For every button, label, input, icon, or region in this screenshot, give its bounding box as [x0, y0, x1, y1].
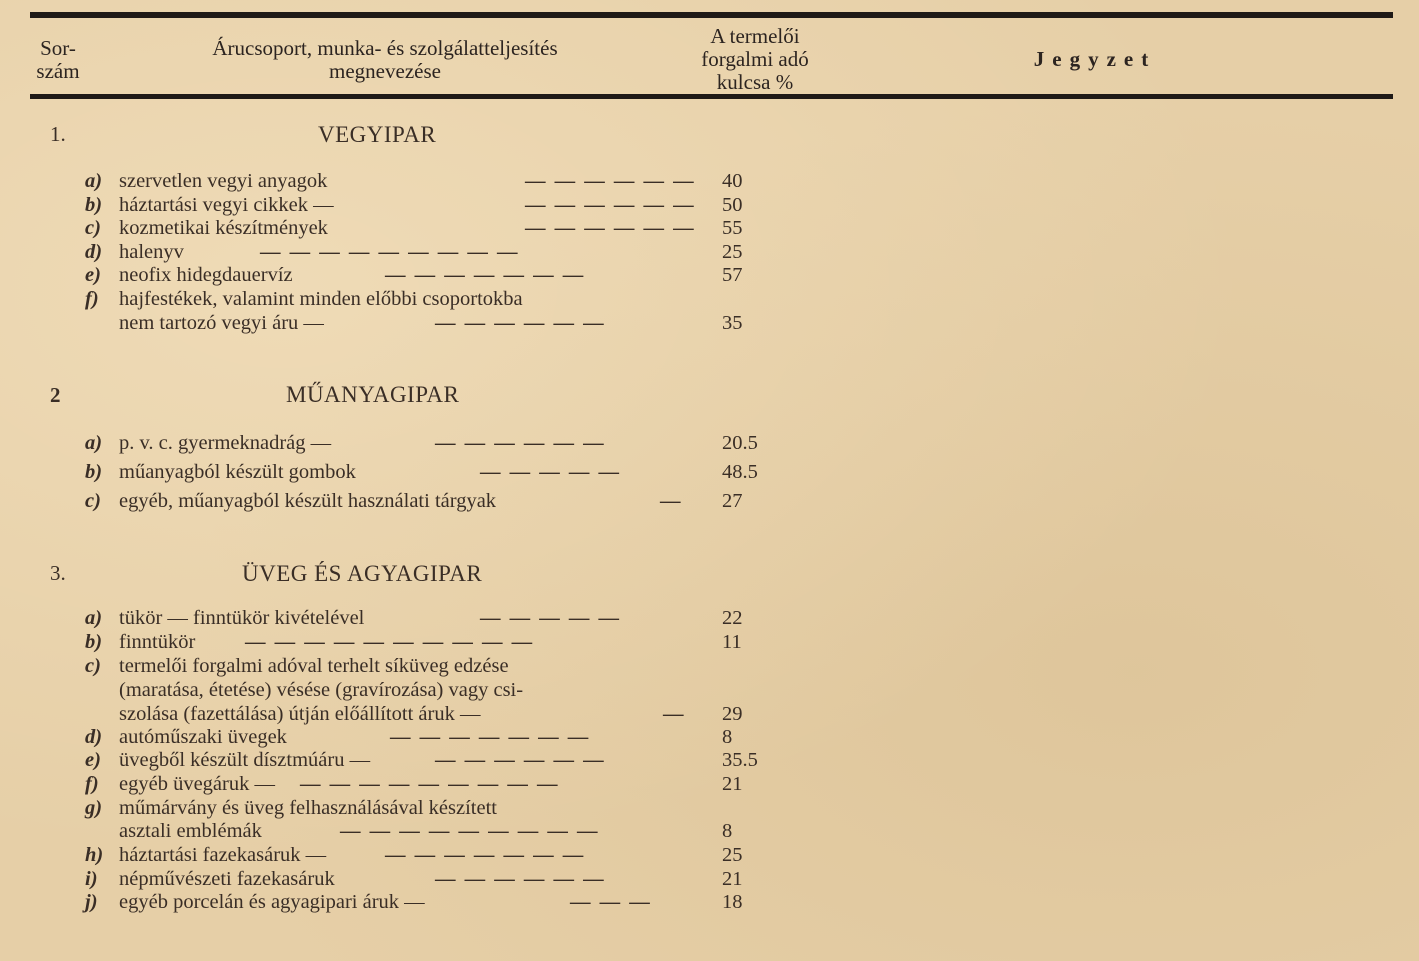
rate-value: 57 [722, 264, 743, 286]
header-serial-line-1: Sor- [40, 36, 76, 60]
leader-dashes: — — — — — — [525, 217, 696, 239]
item-text: tükör — finntükör kivételével [119, 607, 365, 629]
item-text: műmárvány és üveg felhasználásával készített [119, 797, 497, 819]
item-label: d) [85, 241, 103, 263]
item-label: c) [85, 490, 101, 512]
header-tax-rate [670, 25, 840, 94]
item-label: c) [85, 655, 101, 677]
leader-dashes: — [663, 703, 686, 725]
item-text: hajfestékek, valamint minden előbbi csoportokba [119, 288, 523, 310]
rate-value: 18 [722, 891, 743, 913]
leader-dashes: — — — — — — [435, 868, 606, 890]
item-text: műanyagból készült gombok [119, 461, 356, 483]
item-label: b) [85, 194, 103, 216]
item-label: f) [85, 288, 99, 310]
header-product-group [140, 37, 630, 83]
rate-value: 21 [722, 868, 743, 890]
leader-dashes: — — — — — [480, 461, 621, 483]
item-label: a) [85, 607, 103, 629]
leader-dashes: — — — — — — — [385, 844, 586, 866]
item-label: b) [85, 631, 103, 653]
leader-dashes: — — — — — — — [385, 264, 586, 286]
item-text: egyéb, műanyagból készült használati tárgyak [119, 490, 497, 512]
section-number: 2 [50, 383, 61, 407]
item-text: neofix hidegdauervíz [119, 264, 293, 286]
rate-value: 40 [722, 170, 743, 192]
header-note: Jegyzet [1033, 47, 1157, 71]
leader-dashes: — — — — — — — — — [340, 820, 600, 842]
item-label: i) [85, 868, 98, 890]
rate-value: 29 [722, 703, 743, 725]
rate-value: 20.5 [722, 432, 758, 454]
item-text: szolása (fazettálása) útján előállított áruk — [119, 703, 481, 725]
leader-dashes: — — — — — [480, 607, 621, 629]
header-rate-line-3: kulcsa % [716, 70, 794, 94]
item-text: egyéb üvegáruk — [119, 773, 275, 795]
rate-value: 50 [722, 194, 743, 216]
section-number: 3. [50, 561, 66, 585]
item-text: (maratása, étetése) vésése (gravírozása) vagy csi- [119, 679, 524, 701]
item-label: g) [85, 797, 103, 819]
item-text: szervetlen vegyi anyagok [119, 170, 328, 192]
item-label: h) [85, 844, 104, 866]
section-title: ÜVEG ÉS AGYAGIPAR [242, 561, 483, 586]
item-label: f) [85, 773, 99, 795]
item-text: halenyv [119, 241, 184, 263]
header-product-line-1: Árucsoport, munka- és szolgálatteljesítés [212, 36, 558, 60]
item-text: finntükör [119, 631, 196, 653]
header-rate-line-1: A termelői [710, 24, 800, 48]
item-label: a) [85, 170, 103, 192]
item-label: e) [85, 749, 101, 771]
leader-dashes: — — — — — — [525, 170, 696, 192]
rate-value: 22 [722, 607, 743, 629]
leader-dashes: — — — — — — [435, 312, 606, 334]
rate-value: 48.5 [722, 461, 758, 483]
rate-value: 25 [722, 844, 743, 866]
item-text: asztali emblémák [119, 820, 262, 842]
leader-dashes: — — — — — — [435, 432, 606, 454]
rate-value: 27 [722, 490, 743, 512]
leader-dashes: — — — — — — — — — [260, 241, 520, 263]
top-rule [30, 12, 1393, 18]
item-text: egyéb porcelán és agyagipari áruk — [119, 891, 425, 913]
item-label: a) [85, 432, 103, 454]
header-product-line-2: megnevezése [329, 59, 441, 83]
item-text: p. v. c. gyermeknadrág — [119, 432, 332, 454]
leader-dashes: — — — [570, 891, 652, 913]
leader-dashes: — — — — — — — — — — [245, 631, 535, 653]
rate-value: 11 [722, 631, 742, 653]
rate-value: 35.5 [722, 749, 758, 771]
item-text: háztartási fazekasáruk — [119, 844, 327, 866]
leader-dashes: — — — — — — — [390, 726, 591, 748]
leader-dashes: — [660, 490, 683, 512]
item-label: b) [85, 461, 103, 483]
section-title: MŰANYAGIPAR [286, 382, 460, 407]
rate-value: 25 [722, 241, 743, 263]
item-text: üvegből készült dísztmúáru — [119, 749, 371, 771]
rate-value: 8 [722, 820, 733, 842]
item-text: kozmetikai készítmények [119, 217, 328, 239]
section-title: VEGYIPAR [318, 122, 437, 147]
rate-value: 55 [722, 217, 743, 239]
header-rate-line-2: forgalmi adó [701, 47, 809, 71]
item-text: termelői forgalmi adóval terhelt síküveg edzése [119, 655, 509, 677]
item-text: háztartási vegyi cikkek — [119, 194, 334, 216]
leader-dashes: — — — — — — — — — [300, 773, 560, 795]
leader-dashes: — — — — — — [435, 749, 606, 771]
item-label: d) [85, 726, 103, 748]
header-serial-line-2: szám [36, 59, 80, 83]
section-number: 1. [50, 122, 66, 146]
item-label: j) [85, 891, 98, 913]
item-text: autóműszaki üvegek [119, 726, 287, 748]
rate-value: 21 [722, 773, 743, 795]
item-text: nem tartozó vegyi áru — [119, 312, 324, 334]
rate-value: 8 [722, 726, 733, 748]
rate-value: 35 [722, 312, 743, 334]
item-text: népművészeti fazekasáruk [119, 868, 335, 890]
item-label: e) [85, 264, 101, 286]
header-serial-number [28, 37, 88, 83]
item-label: c) [85, 217, 101, 239]
leader-dashes: — — — — — — [525, 194, 696, 216]
header-rule [30, 94, 1393, 99]
